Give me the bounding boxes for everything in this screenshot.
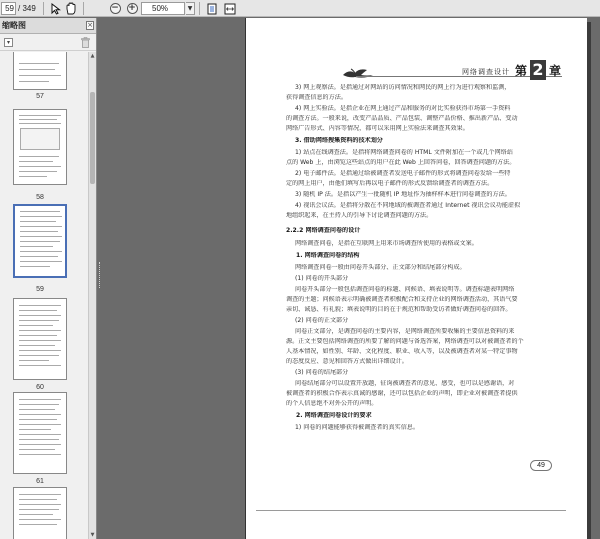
body-text-line: 人基本情况，如性别、年龄、文化程度、职业、收入等，以及被调查者对某一特定事物 xyxy=(286,348,518,355)
body-text-line: 网络调查问卷，是指在互联网上用来市场调查所使用的表格或文案。 xyxy=(295,240,478,247)
close-icon[interactable]: × xyxy=(87,21,93,29)
page-total-label: / 349 xyxy=(18,4,36,13)
page-thumbnail-current[interactable] xyxy=(13,204,67,278)
section-heading: 1. 网络调查问卷的结构 xyxy=(296,252,360,259)
trash-icon[interactable] xyxy=(81,37,90,48)
section-heading: 2. 网络调查问卷设计的要求 xyxy=(296,412,372,419)
panel-tools xyxy=(0,35,96,51)
body-text-line: 的调查方法。一般来说，改变产品品质、产品包装、调整产品价格、推出新产品、变动 xyxy=(286,115,518,122)
fit-width-icon[interactable] xyxy=(222,1,238,16)
thumbnail-label: 61 xyxy=(36,478,44,485)
page-thumbnail[interactable] xyxy=(13,487,67,539)
body-text-line: 源。正文主要包括网络调查的所要了解的问题与备选答案，网络调查可以对被调查者的个 xyxy=(286,338,524,345)
body-text-line: 问卷结尾部分可以设置开放题，征询被调查者的意见、感受，也可以是感谢语，对 xyxy=(295,380,515,387)
page-thumbnail[interactable] xyxy=(13,109,67,185)
body-text-line: 网络广告形式、内容等情况，都可以采用网上实验法来调查其效果。 xyxy=(286,125,469,132)
chapter-prefix: 第 xyxy=(515,64,528,78)
zoom-level-field[interactable]: 50% xyxy=(141,2,185,15)
panel-title: 缩略图 xyxy=(2,21,26,30)
scroll-up-arrow-icon[interactable]: ▲ xyxy=(90,53,95,59)
page-thumbnail[interactable] xyxy=(13,298,67,380)
body-text-line: 4) 视讯会议法。是指将分散在不同地域的被调查者通过 Internet 视讯会议功能虚拟 xyxy=(295,202,521,209)
thumbnail-list[interactable] xyxy=(0,52,88,539)
thumbnail-label: 57 xyxy=(36,93,44,100)
thumbnail-label: 60 xyxy=(36,384,44,391)
body-text-line: (1) 问卷的开头部分 xyxy=(295,275,349,282)
body-text-line: 3) 随机 IP 法。是指以产生一批随机 IP 地址作为抽样样本进行问卷调查的方法。 xyxy=(295,191,511,198)
scrollbar-thumb[interactable] xyxy=(90,92,95,184)
thumbnails-panel xyxy=(0,18,97,539)
subsection-heading: 2.2.2 网络调查问卷的设计 xyxy=(286,227,361,234)
scroll-down-arrow-icon[interactable]: ▼ xyxy=(90,532,95,538)
thumbnail-label: 59 xyxy=(36,286,44,293)
body-text-line: 问卷正文部分，是调查问卷的主要内容，是网络调查所要收集的主要信息资料的来 xyxy=(295,328,515,335)
hand-icon[interactable] xyxy=(63,1,79,16)
toolbar-divider xyxy=(199,2,200,15)
section-heading: 3. 借助网络搜集资料的技术划分 xyxy=(295,137,383,144)
panel-header xyxy=(0,18,96,34)
body-text-line: 地组织起来，在主持人的引导下讨论调查问题的方法。 xyxy=(286,212,433,219)
document-page xyxy=(245,18,587,539)
panel-resize-handle[interactable] xyxy=(99,262,102,288)
body-text-line: 获得调查信息的方法。 xyxy=(286,94,347,101)
body-text-line: (3) 问卷的结尾部分 xyxy=(295,369,349,376)
page-number-input[interactable]: 59 xyxy=(1,2,16,15)
body-text-line: 1) 问卷的问题能够获得被调查者的真实信息。 xyxy=(295,424,419,431)
page-thumbnail[interactable] xyxy=(13,392,67,474)
body-text-line: 亲切、诚恳、有礼貌；填表说明的目的在于规范和帮助受访者做好调查问卷的回答。 xyxy=(286,306,512,313)
body-text-line: 调查的主题；问候语表示明确被调查者积极配合和支持企业的网络调查活动，其语气要 xyxy=(286,296,518,303)
body-text-line: 2) 电子邮件法。是指通过给被调查者发送电子邮件的形式将调查问卷发给一些特 xyxy=(295,170,511,177)
chapter-section-title: 网络调查设计 xyxy=(462,68,510,76)
thumbnail-scrollbar[interactable] xyxy=(88,52,96,539)
fit-page-icon[interactable] xyxy=(204,1,220,16)
body-text-line: 网络调查问卷一般由问卷开头部分、正文部分和结尾部分构成。 xyxy=(295,264,466,271)
chapter-suffix: 章 xyxy=(549,64,562,78)
options-menu-icon[interactable]: ▾ xyxy=(4,38,13,47)
chapter-number-badge: 2 xyxy=(530,60,546,80)
body-text-line: 1) 站点在线调查法。是指将网络调查问卷的 HTML 文件附加在一个或几个网络站 xyxy=(295,149,513,156)
toolbar xyxy=(0,0,600,17)
page-number-badge: 49 xyxy=(530,460,552,471)
zoom-dropdown-arrow[interactable]: ▼ xyxy=(186,2,195,15)
body-text-line: 被调查者的积极合作表示真诚的感谢，还可以包括企业的声明，即企业对被调查者提供 xyxy=(286,390,518,397)
body-text-line: 的态度反应、意见和回答方式做出详细设计。 xyxy=(286,358,408,365)
footer-rule xyxy=(256,510,566,511)
body-text-line: 的个人信息绝不对外公开的声明。 xyxy=(286,400,378,407)
select-arrow-icon[interactable] xyxy=(48,1,64,16)
toolbar-divider xyxy=(43,2,44,15)
thumbnail-label: 58 xyxy=(36,194,44,201)
toolbar-divider xyxy=(83,2,84,15)
zoom-in-icon[interactable]: + xyxy=(128,3,136,13)
body-text-line: 4) 网上实验法。是指企业在网上通过产品和服务的对比实验获得市场第一手资料 xyxy=(295,105,511,112)
body-text-line: 3) 网上观察法。是指通过对网站的访问情况和网民的网上行为进行观察和监测， xyxy=(295,84,511,91)
body-text-line: 点的 Web 上，由浏览这些站点的用户在此 Web 上回答问卷，回答调查问题的方法。 xyxy=(286,159,516,166)
page-shadow xyxy=(587,22,591,539)
body-text-line: 问卷开头部分一般包括调查问卷的标题、问候语、填表说明等。调查标题表明网络 xyxy=(295,286,515,293)
body-text-line: (2) 问卷的正文部分 xyxy=(295,317,349,324)
page-thumbnail[interactable] xyxy=(13,52,67,90)
body-text-line: 定的网上用户，由他们填写后再以电子邮件的形式反馈给调查者的调查方法。 xyxy=(286,180,494,187)
zoom-out-icon[interactable]: − xyxy=(111,3,119,13)
